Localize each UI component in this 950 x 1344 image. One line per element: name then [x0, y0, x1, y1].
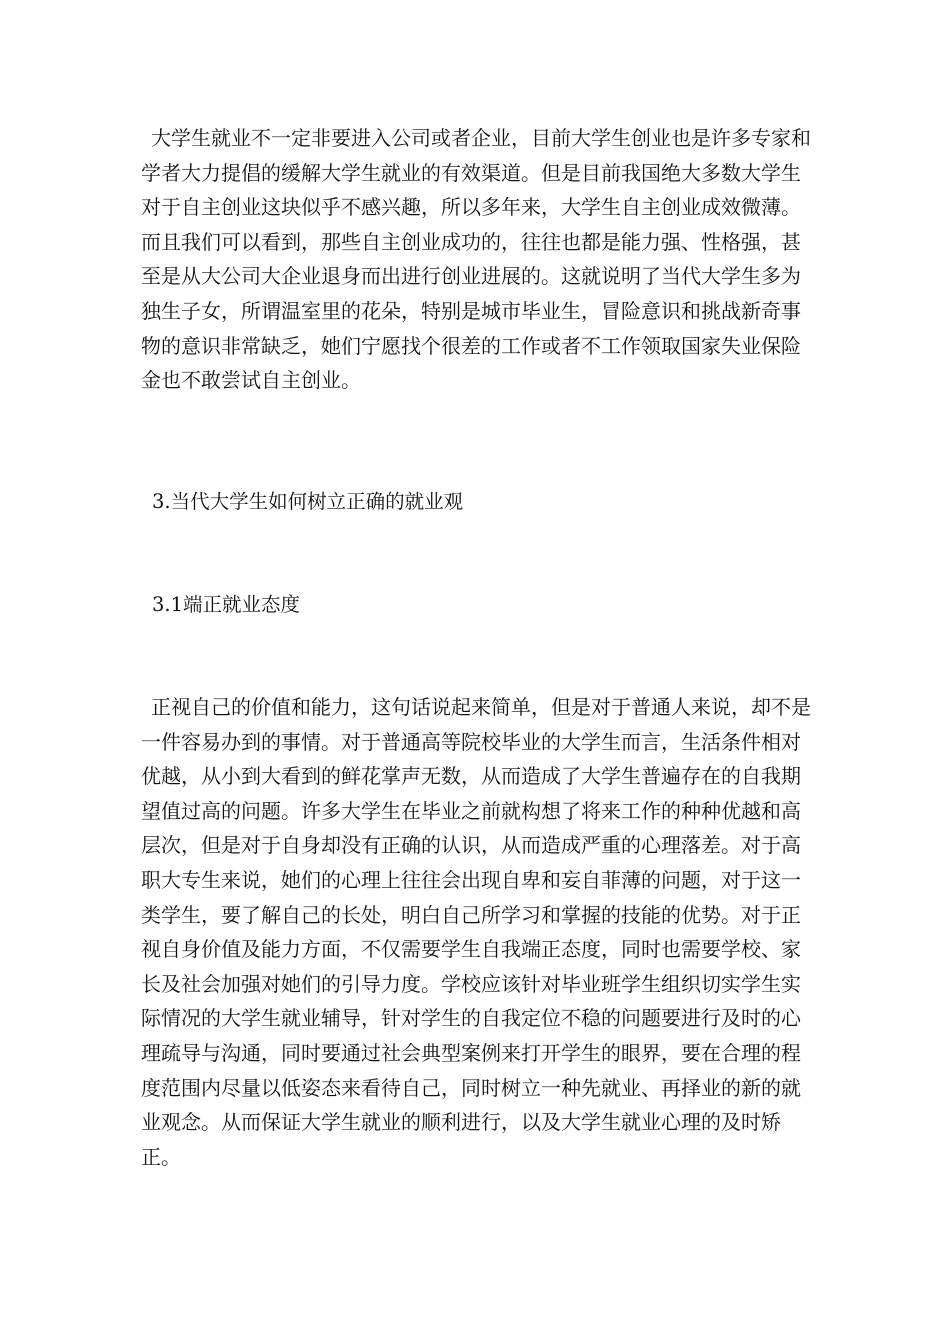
paragraph-self-employment: 大学生就业不一定非要进入公司或者企业，目前大学生创业也是许多专家和学者大力提倡的缓解大学生就业的有效渠道。但是目前我国绝大多数大学生对于自主创业这块似乎不感兴趣，所以多年来，大学生自主创业成效微薄。而且我们可以看到，那些自主创业成功的，往往也都是能力强、性格强，甚至是从大公司大企业退身而出进行创业进展的。这就说明了当代大学生多为独生子女，所谓温室里的花朵，特别是城市毕业生，冒险意识和挑战新奇事物的意识非常缺乏，她们宁愿找个很差的工作或者不工作领取国家失业保险金也不敢尝试自主创业。	[141, 126, 811, 393]
subsection-heading-3-1: 3.1端正就业态度	[152, 593, 301, 616]
paragraph-employment-attitude: 正视自己的价值和能力，这句话说起来简单，但是对于普通人来说，却不是一件容易办到的事情。对于普通高等院校毕业的大学生而言，生活条件相对优越，从小到大看到的鲜花掌声无数，从而造成了大学生普遍存在的自我期望值过高的问题。许多大学生在毕业之前就构想了将来工作的种种优越和高层次，但是对于自身却没有正确的认识，从而造成严重的心理落差。对于高职大专生来说，她们的心理上往往会出现自卑和妄自菲薄的问题，对于这一类学生，要了解自己的长处，明白自己所学习和掌握的技能的优势。对于正视自身价值及能力方面，不仅需要学生自我端正态度，同时也需要学校、家长及社会加强对她们的引导力度。学校应该针对毕业班学生组织切实学生实际情况的大学生就业辅导，针对学生的自我定位不稳的问题要进行及时的心理疏导与沟通，同时要通过社会典型案例来打开学生的眼界，要在合理的程度范围内尽量以低姿态来看待自己，同时树立一种先就业、再择业的新的就业观念。从而保证大学生就业的顺利进行，以及大学生就业心理的及时矫正。	[141, 695, 811, 1169]
section-heading-3: 3.当代大学生如何树立正确的就业观	[152, 490, 464, 513]
